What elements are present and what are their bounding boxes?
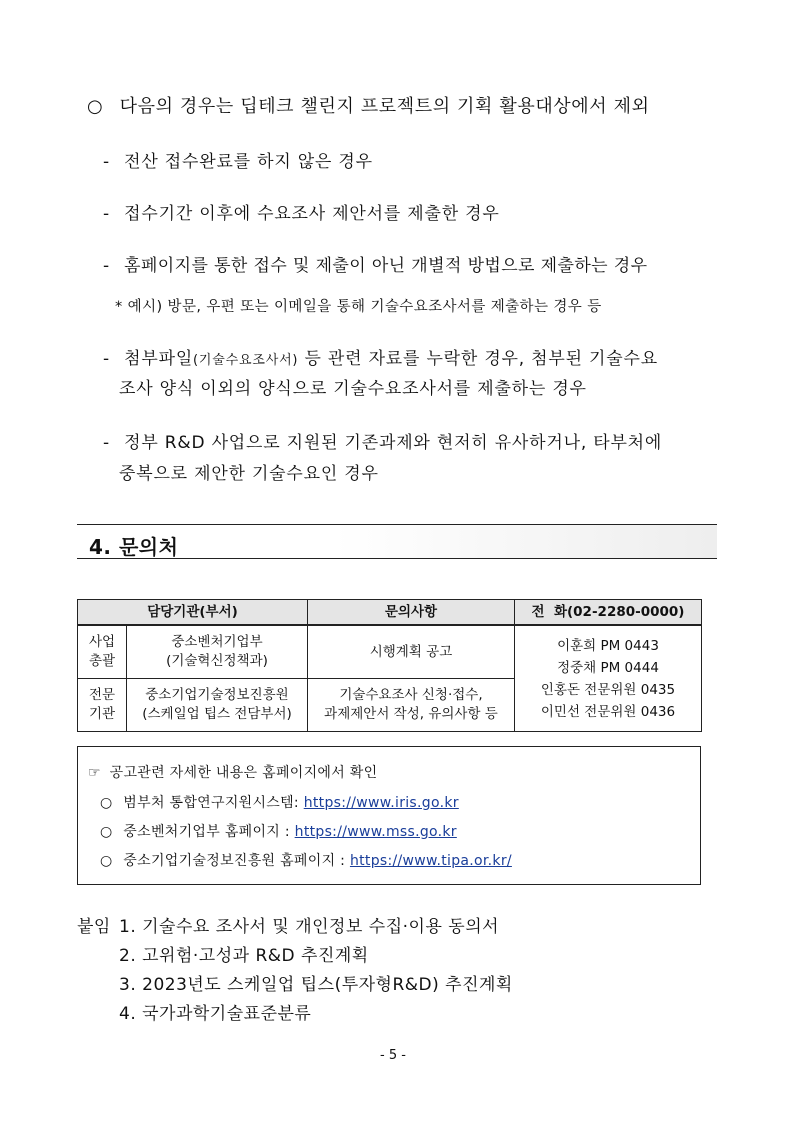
circle-bullet-icon: ○ [87, 96, 104, 117]
section-title: 4. 문의처 [89, 535, 179, 559]
exclusion-item-1 [103, 147, 373, 172]
info-link-item [100, 821, 457, 841]
info-link-item [100, 850, 512, 870]
org-line: (스케일업 팁스 전담부서) [142, 706, 292, 722]
exclusion-item-text: 홈페이지를 통한 접수 및 제출이 아닌 개별적 방법으로 제출하는 경우 [124, 256, 648, 276]
phone-entry: 정중채 PM 0444 [557, 659, 659, 676]
iris-link[interactable]: https://www.iris.go.kr [303, 795, 459, 811]
exclusion-item-text: 정부 R&D 사업으로 지원된 기존과제와 현저히 유사하거나, 타부처에 [124, 433, 663, 453]
phone-cell [515, 625, 702, 732]
attachment-item-4: 4. 국가과학기술표준분류 [119, 1004, 312, 1024]
dash-bullet: - [103, 433, 110, 453]
tipa-link[interactable]: https://www.tipa.or.kr/ [349, 853, 512, 869]
dash-bullet: - [103, 152, 110, 172]
org-line: 중소기업기술정보진흥원 [145, 687, 289, 703]
circle-bullet-icon: ○ [100, 795, 113, 811]
inquiry-line: 시행계획 공고 [369, 643, 453, 660]
exclusion-item-2 [103, 199, 500, 224]
circle-bullet-icon: ○ [100, 853, 113, 869]
exclusion-item-5-line2: 중복으로 제안한 기술수요인 경우 [119, 464, 379, 484]
exclusion-note: * 예시) 방문, 우편 또는 이메일을 통해 기술수요조사서를 제출하는 경우 등 [115, 299, 602, 315]
category-cell [78, 625, 127, 679]
attachment-item-3: 3. 2023년도 스케일업 팁스(투자형R&D) 추진계획 [119, 975, 513, 995]
link-label: 범부처 통합연구지원시스템: [123, 795, 304, 811]
category-line: 기관 [88, 706, 116, 722]
exclusion-heading-text: 다음의 경우는 딥테크 챌린지 프로젝트의 기획 활용대상에서 제외 [119, 96, 650, 117]
org-cell [127, 625, 308, 679]
exclusion-item-4-line2: 조사 양식 이외의 양식으로 기술수요조사서를 제출하는 경우 [119, 379, 587, 399]
info-link-item [100, 792, 459, 812]
dash-bullet: - [103, 256, 110, 276]
contact-table [77, 599, 702, 732]
table-row [78, 625, 702, 679]
exclusion-item-text: 접수기간 이후에 수요조사 제안서를 제출한 경우 [124, 204, 500, 224]
inquiry-line: 기술수요조사 신청‧접수, [339, 687, 483, 703]
phone-entry: 이훈희 PM 0443 [557, 637, 659, 654]
phone-entry: 이민선 전문위원 0436 [540, 703, 676, 720]
exclusion-item-3 [103, 251, 647, 276]
exclusion-item-text: 등 관련 자료를 누락한 경우, 첨부된 기술수요 [298, 349, 658, 369]
attachment-item-2: 2. 고위험‧고성과 R&D 추진계획 [119, 946, 369, 966]
header-org: 담당기관(부서) [78, 600, 308, 626]
header-inquiry: 문의사항 [308, 600, 515, 626]
attachment-note: (기술수요조사서) [193, 353, 299, 368]
org-line: (기술혁신정책과) [166, 653, 268, 669]
pointing-hand-icon: ☞ [88, 765, 101, 781]
header-phone: 전 화(02-2280-0000) [515, 600, 702, 626]
phone-entry: 인홍돈 전문위원 0435 [540, 681, 676, 698]
info-header [88, 762, 377, 782]
exclusion-item-4-line1 [103, 344, 658, 369]
attachments-label: 붙임 [77, 917, 111, 937]
category-cell [78, 679, 127, 732]
inquiry-cell [308, 625, 515, 679]
dash-bullet: - [103, 204, 110, 224]
inquiry-line: 과제제안서 작성, 유의사항 등 [324, 706, 498, 722]
page-number: - 5 - [380, 1048, 406, 1063]
mss-link[interactable]: https://www.mss.go.kr [294, 824, 457, 840]
attachment-item-1: 1. 기술수요 조사서 및 개인정보 수집‧이용 동의서 [119, 917, 500, 937]
link-label: 중소벤처기업부 홈페이지 : [123, 824, 295, 840]
link-label: 중소기업기술정보진흥원 홈페이지 : [123, 853, 350, 869]
category-line: 사업 [88, 634, 116, 650]
circle-bullet-icon: ○ [100, 824, 113, 840]
exclusion-heading [87, 92, 650, 118]
inquiry-cell [308, 679, 515, 732]
table-header-row [78, 600, 702, 626]
exclusion-item-5-line1 [103, 428, 662, 453]
category-line: 총괄 [88, 653, 116, 669]
org-line: 중소벤처기업부 [171, 634, 263, 650]
dash-bullet: - [103, 349, 110, 369]
info-box [77, 746, 701, 885]
category-line: 전문 [88, 687, 116, 703]
exclusion-item-text: 첨부파일 [124, 349, 194, 369]
info-header-text: 공고관련 자세한 내용은 홈페이지에서 확인 [109, 765, 378, 781]
exclusion-item-text: 전산 접수완료를 하지 않은 경우 [124, 152, 373, 172]
section-header [77, 524, 717, 559]
org-cell [127, 679, 308, 732]
